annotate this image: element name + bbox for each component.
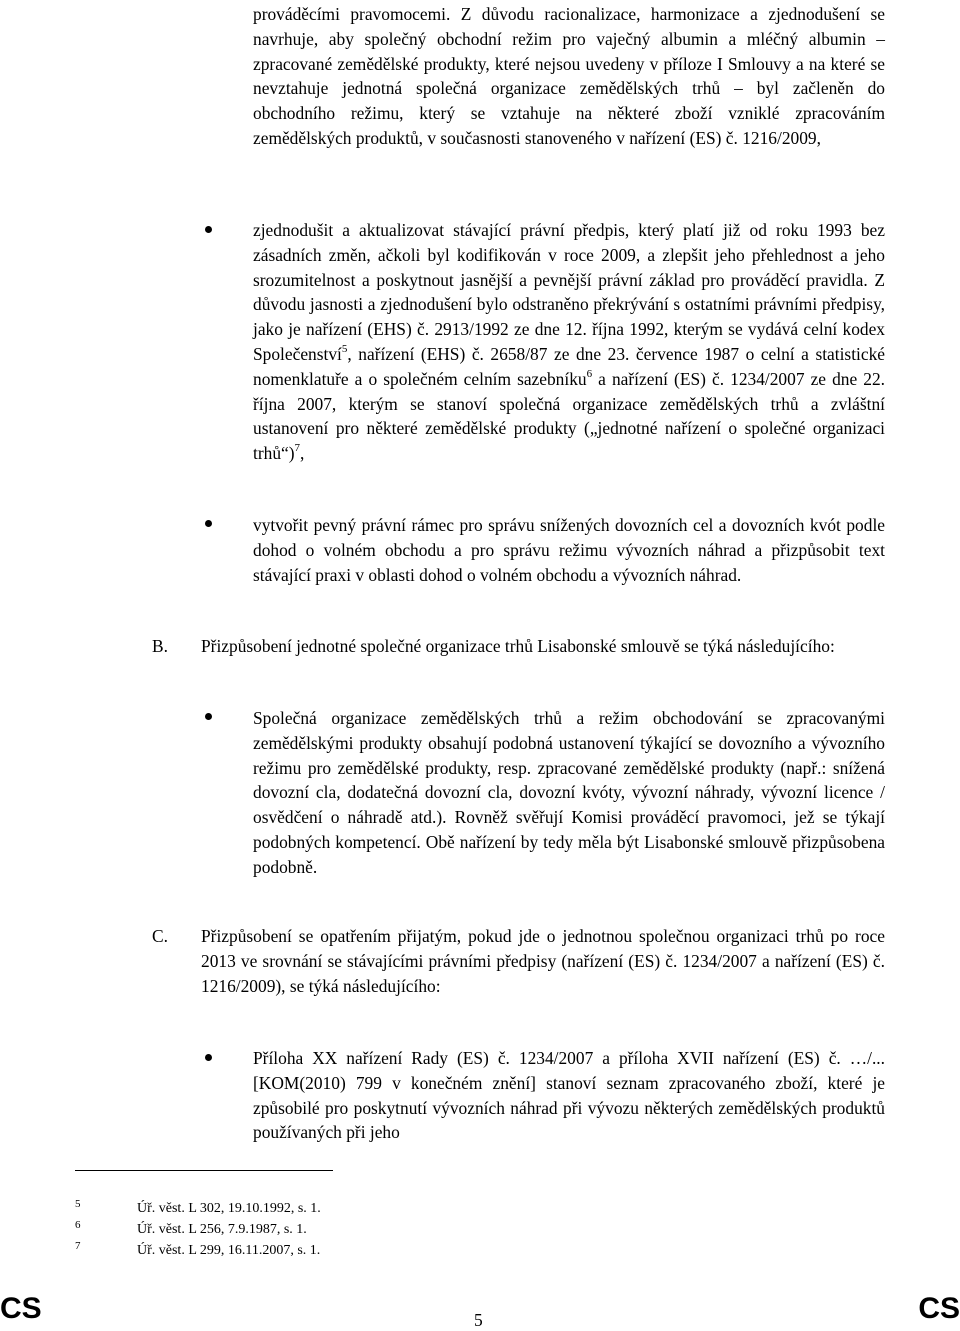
section-b-bullet-paragraph: Společná organizace zemědělských trhů a režim obchodování se zpracovanými zemědělskými produkty obsahují podobná ustanovení týkající se dovozního a vývozního režimu pro zemědělské produkty, resp. zpracované zemědělské produkty (např.: snížená dovozní cla, dodatečná dovozní cla, dovozní kvóty, vývozní náhrady, vývozní licence / osvědčení o náhradě atd.). Rovněž svěřují Komisi prováděcí pravomoci, jež se týkají podobných kompetencí. Obě nařízení by tedy měla být Lisabonské smlouvě přizpůsobena podobně. (253, 708, 885, 877)
intro-paragraph: prováděcími pravomocemi. Z důvodu racionalizace, harmonizace a zjednodušení se navrhuje, aby společný obchodní režim pro vaječný albumin a mléčný albumin – zpracované zemědělské produkty, které nejsou uvedeny v příloze I Smlouvy a na které se nevztahuje jednotná společná organizace zemědělských trhů – byl začleněn do obchodního režimu, který se vztahuje na některé zboží vzniklé zpracováním zemědělských produktů, v současnosti stanoveného v nařízení (ES) č. 1216/2009, (253, 4, 885, 148)
section-c-label: C. (152, 926, 168, 946)
bullet1-text-part3: a nařízení (ES) č. 1234/2007 ze dne 22. října 2007, kterým se stanoví společná organizace zemědělských trhů a zvláštní ustanovení pro některé zemědělské produkty („jednotné nařízení o společné organizaci trhů“) (253, 368, 886, 464)
footnote-ref-5[interactable]: 5 (341, 343, 348, 356)
bullet1-text-part1: zjednodušit a aktualizovat stávající právní předpis, který platí již od roku 1993 bez zásadních změn, ačkoli byl kodifikován v roce 2009, a zlepšit jeho přehlednost a jeho srozumitelnost a poskytnout jasnější a pevnější právní základ pro prováděcí pravidla. Z důvodu jasnosti a zjednodušení bylo odstraněno překrývání s ostatními právními předpisy, jako je nařízení (EHS) č. 2913/1992 ze dne 12. října 1992, kterým se vydává celní kodex Společenství (253, 220, 885, 364)
bullet-dot (205, 226, 212, 233)
footnote-ref-7[interactable]: 7 (294, 442, 301, 455)
language-code-right: CS (918, 1292, 960, 1325)
footnote: 7 Úř. věst. L 299, 16.11.2007, s. 1. (75, 1240, 321, 1258)
section-b-intro: Přizpůsobení jednotné společné organizace trhů Lisabonské smlouvě se týká následujícího: (201, 636, 835, 656)
bullet-dot (205, 520, 212, 527)
bullet-dot (205, 1054, 212, 1061)
bullet1-text-part2: , nařízení (EHS) č. 2658/87 ze dne 23. července 1987 o celní a statistické nomenklatuře a o společném celním sazebníku (253, 343, 885, 389)
footnote-separator (75, 1170, 333, 1171)
bullet1-text-part4: , (300, 443, 305, 464)
footnote-ref-6[interactable]: 6 (586, 367, 593, 380)
bullet-dot (205, 713, 212, 720)
bullet-paragraph-simplify (253, 218, 885, 466)
footnote: 5 Úř. věst. L 302, 19.10.1992, s. 1. (75, 1198, 321, 1216)
page-number: 5 (474, 1310, 483, 1330)
bullet-paragraph-legal-framework: vytvořit pevný právní rámec pro správu snížených dovozních cel a dovozních kvót podle dohod o volném obchodu a pro správu režimu vývozních náhrad a přizpůsobit text stávající praxi v oblasti dohod o volném obchodu a vývozních náhrad. (253, 515, 885, 585)
section-c-bullet-paragraph: Příloha XX nařízení Rady (ES) č. 1234/2007 a příloha XVII nařízení (ES) č. …/... [KOM(2010) 799 v konečném znění] stanoví seznam zpracovaného zboží, které je způsobilé pro poskytnutí vývozních náhrad při vývozu některých zemědělských produktů používaných při jeho (253, 1048, 885, 1143)
footnote: 6 Úř. věst. L 256, 7.9.1987, s. 1. (75, 1219, 307, 1237)
section-c-intro: Přizpůsobení se opatřením přijatým, pokud jde o jednotnou společnou organizaci trhů po roce 2013 ve srovnání se stávajícími právními předpisy (nařízení (ES) č. 1234/2007 a nařízení (ES) č. 1216/2009), se týká následujícího: (201, 926, 885, 996)
section-b-label: B. (152, 636, 168, 656)
language-code-left: CS (0, 1292, 42, 1325)
